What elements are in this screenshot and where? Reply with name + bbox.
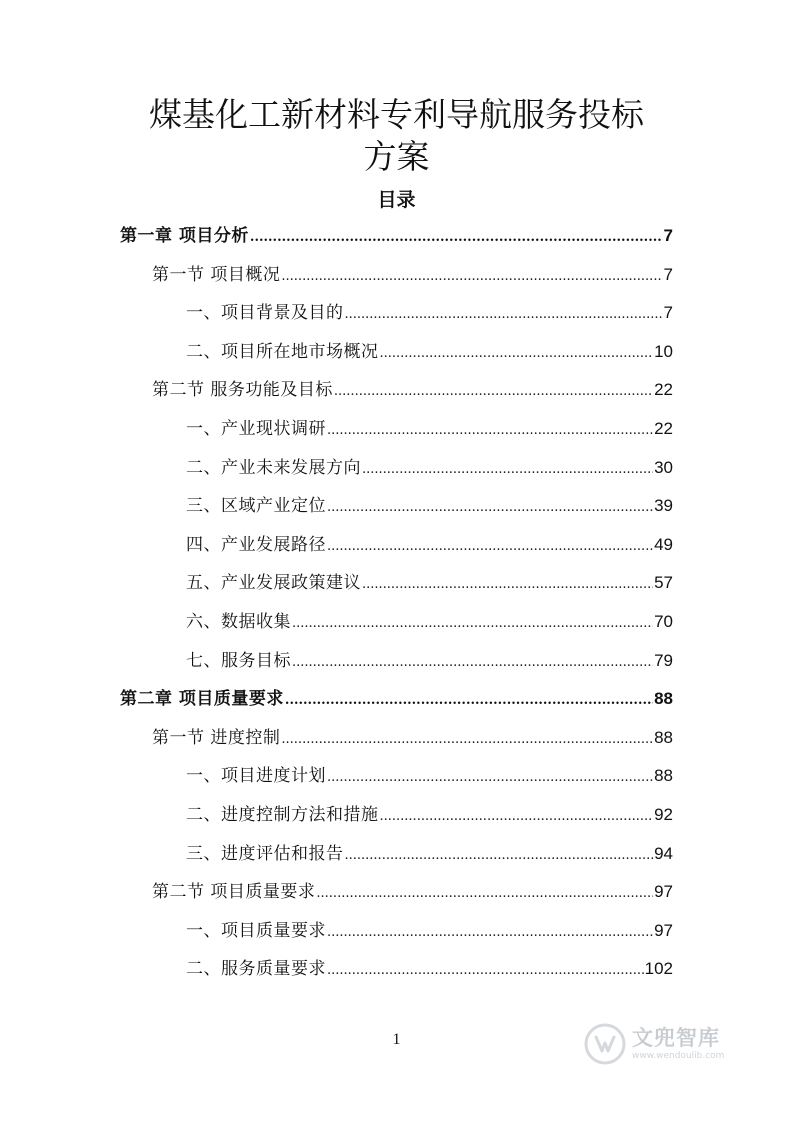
toc-leader: [327, 950, 644, 991]
toc-entry-label: 一、项目质量要求: [186, 920, 326, 941]
toc-leader: [327, 410, 653, 451]
toc-leader: [362, 564, 653, 605]
toc-entry-label: 第一节 项目概况: [152, 264, 281, 285]
toc-entry-page: 22: [654, 418, 673, 438]
toc-entry-label: 一、项目背景及目的: [186, 303, 344, 324]
toc-leader: [281, 719, 653, 760]
toc-leader: [327, 487, 653, 528]
toc-entry-page: 10: [654, 341, 673, 361]
watermark: [584, 1014, 754, 1074]
toc-entry-label: 一、产业现状调研: [186, 418, 326, 439]
toc-entry[interactable]: [0, 757, 793, 796]
toc-entry[interactable]: [0, 680, 793, 719]
toc-leader: [327, 526, 653, 567]
toc-leader: [362, 449, 653, 490]
toc-leader: [380, 796, 654, 837]
toc-entry-label: 五、产业发展政策建议: [186, 573, 361, 594]
toc-leader: [345, 835, 654, 876]
toc-leader: [380, 333, 654, 374]
toc-entry[interactable]: [0, 487, 793, 526]
toc-entry[interactable]: [0, 873, 793, 912]
toc-entry-page: 22: [654, 380, 673, 400]
toc-entry[interactable]: [0, 719, 793, 758]
toc-entry[interactable]: [0, 256, 793, 295]
toc-entry-page: 70: [654, 611, 673, 631]
toc-entry-label: 三、进度评估和报告: [186, 843, 344, 864]
toc-entry[interactable]: [0, 333, 793, 372]
toc-entry[interactable]: [0, 526, 793, 565]
toc-entry-label: 二、服务质量要求: [186, 959, 326, 980]
page-number: 1: [392, 1031, 401, 1048]
toc-leader: [292, 642, 653, 683]
toc-entry-page: 49: [654, 534, 673, 554]
toc-entry[interactable]: [0, 912, 793, 951]
toc-entry-page: 94: [654, 843, 673, 863]
toc-heading: 目录: [377, 189, 416, 211]
wendou-logo-icon: [584, 1023, 626, 1065]
toc-entry-label: 二、进度控制方法和措施: [186, 804, 379, 825]
toc-entry-page: 79: [654, 650, 673, 670]
toc-entry[interactable]: [0, 294, 793, 333]
toc-entry-label: 第一章 项目分析: [120, 226, 249, 246]
toc-entry-page: 88: [654, 689, 673, 709]
toc-entry-label: 七、服务目标: [186, 650, 291, 671]
toc-entry-page: 30: [654, 457, 673, 477]
toc-entry[interactable]: [0, 603, 793, 642]
toc-entry-page: 97: [654, 920, 673, 940]
toc-entry-page: 102: [644, 959, 673, 979]
toc-leader: [292, 603, 653, 644]
toc-entry[interactable]: [0, 371, 793, 410]
toc-leader: [327, 757, 653, 798]
toc-entry-page: 88: [654, 766, 673, 786]
watermark-name: 文兜智库: [632, 1025, 720, 1050]
toc-entry[interactable]: [0, 950, 793, 989]
toc-leader: [327, 912, 653, 953]
toc-entry[interactable]: [0, 410, 793, 449]
toc-entry-page: 97: [654, 882, 673, 902]
toc-entry-page: 7: [663, 303, 673, 323]
toc-entry[interactable]: [0, 564, 793, 603]
toc-entry-page: 7: [663, 264, 673, 284]
toc-entry-label: 第一节 进度控制: [152, 727, 281, 748]
table-of-contents: [0, 217, 793, 989]
document-title-line1: 煤基化工新材料专利导航服务投标: [149, 95, 644, 134]
watermark-url: www.wendoulib.com: [632, 1050, 725, 1061]
toc-entry-label: 六、数据收集: [186, 611, 291, 632]
toc-entry[interactable]: [0, 642, 793, 681]
toc-entry-label: 一、项目进度计划: [186, 766, 326, 787]
document-title-line2: 方案: [363, 137, 430, 176]
toc-leader: [345, 294, 663, 335]
toc-entry-label: 二、项目所在地市场概况: [186, 341, 379, 362]
toc-entry[interactable]: [0, 449, 793, 488]
toc-entry[interactable]: [0, 217, 793, 256]
toc-entry-page: 88: [654, 727, 673, 747]
toc-leader: [285, 680, 653, 721]
toc-leader: [250, 217, 663, 258]
toc-entry-label: 第二节 服务功能及目标: [152, 380, 333, 401]
toc-entry-label: 第二节 项目质量要求: [152, 882, 316, 903]
toc-leader: [281, 256, 662, 297]
toc-entry-label: 二、产业未来发展方向: [186, 457, 361, 478]
toc-leader: [334, 371, 653, 412]
toc-entry[interactable]: [0, 835, 793, 874]
toc-leader: [316, 873, 653, 914]
toc-entry-label: 三、区域产业定位: [186, 496, 326, 517]
toc-entry-page: 92: [654, 804, 673, 824]
toc-entry-label: 四、产业发展路径: [186, 534, 326, 555]
toc-entry-label: 第二章 项目质量要求: [120, 689, 284, 710]
toc-entry[interactable]: [0, 796, 793, 835]
toc-entry-page: 7: [663, 226, 673, 245]
toc-entry-page: 57: [654, 573, 673, 593]
toc-entry-page: 39: [654, 496, 673, 516]
